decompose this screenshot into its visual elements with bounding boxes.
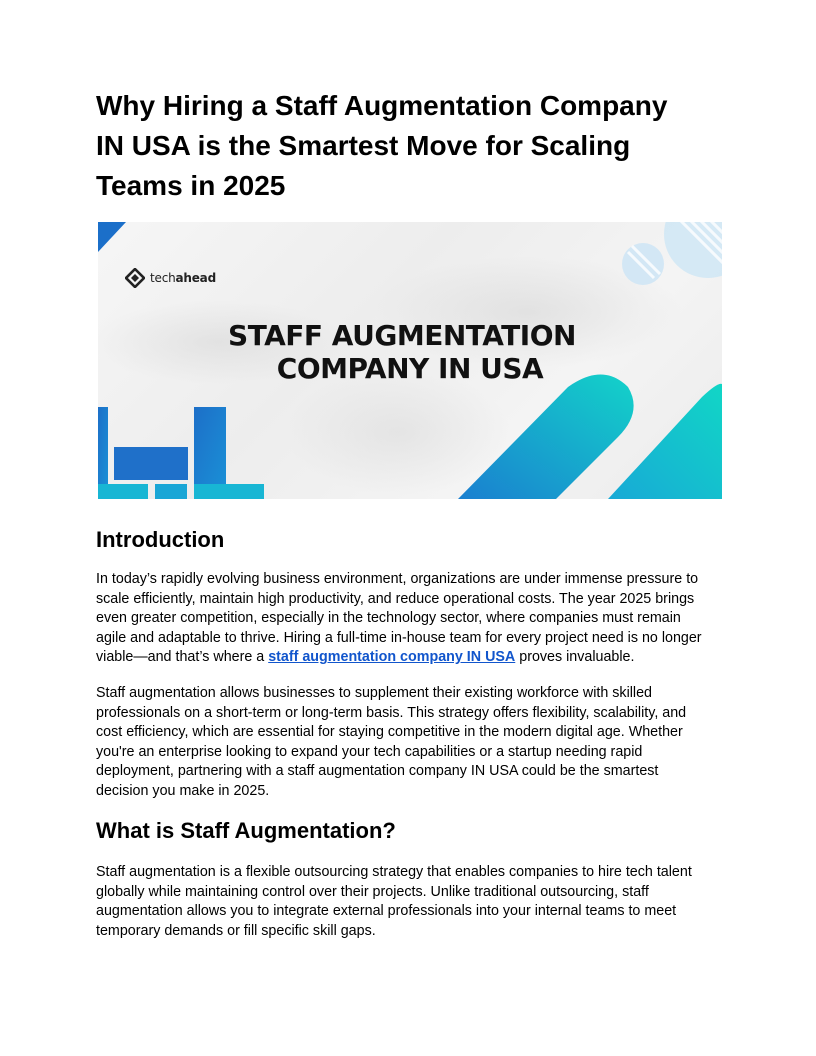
banner-heading-line: COMPANY IN USA (276, 352, 544, 385)
introduction-paragraph-2 (96, 684, 726, 802)
logo-text-bold: ahead (175, 271, 216, 285)
paragraph-line (96, 648, 726, 668)
title-line: Teams in 2025 (96, 170, 286, 201)
light-circle-shape (622, 243, 664, 285)
introduction-paragraph-1 (96, 570, 726, 668)
what-is-heading: What is Staff Augmentation? (96, 818, 396, 843)
techahead-logo-icon (125, 268, 145, 288)
paragraph-line: augmentation allows you to integrate external professionals into your internal teams to meet (96, 903, 677, 920)
paragraph-line: deployment, partnering with a staff augmentation company IN USA could be the smartest (96, 763, 659, 780)
title-line: IN USA is the Smartest Move for Scaling (96, 130, 631, 161)
block-shapes (98, 407, 264, 499)
rounded-stripe-shape (458, 375, 634, 500)
paragraph-line: Staff augmentation is a flexible outsourcing strategy that enables companies to hire tech talent (96, 864, 692, 880)
paragraph-line: temporary demands or fill specific skill gaps. (96, 922, 376, 939)
paragraph-line: decision you make in 2025. (96, 782, 270, 799)
link-prefix-text: viable—and that’s where a (96, 649, 269, 666)
paragraph-line: you're an enterprise looking to expand your tech capabilities or a startup needing rapid (96, 743, 643, 760)
banner-heading-line: STAFF AUGMENTATION (228, 319, 576, 352)
document-title (96, 86, 736, 206)
paragraph-line: In today’s rapidly evolving business environment, organizations are under immense pressure to (96, 571, 699, 587)
staff-augmentation-link[interactable]: staff augmentation company IN USA (268, 649, 516, 666)
paragraph-line: cost efficiency, which are essential for staying competitive in the modern digital age. Whether (96, 724, 683, 741)
techahead-logo (125, 268, 216, 288)
what-is-paragraph (96, 863, 726, 941)
paragraph-line: Staff augmentation allows businesses to supplement their existing workforce with skilled (96, 685, 653, 701)
paragraph-line: scale efficiently, maintain high productivity, and reduce operational costs. The year 2025 brings (96, 590, 695, 607)
logo-text-light: tech (150, 271, 176, 285)
paragraph-line: even greater competition, especially in the technology sector, where companies must remain (96, 610, 681, 627)
paragraph-line: professionals on a short-term or long-term basis. This strategy offers flexibility, scalability, and (96, 704, 687, 721)
hero-banner-image (98, 222, 722, 499)
banner-heading (98, 319, 722, 385)
title-line: Why Hiring a Staff Augmentation Company (96, 90, 668, 121)
corner-triangle-shape (98, 222, 126, 252)
introduction-heading: Introduction (96, 527, 225, 552)
light-circle-shape (664, 222, 722, 278)
link-suffix-text: proves invaluable. (515, 649, 635, 666)
paragraph-line: agile and adaptable to thrive. Hiring a full-time in-house team for every project need is no longer (96, 629, 702, 646)
paragraph-line: globally while maintaining control over their projects. Unlike traditional outsourcing, staff (96, 883, 649, 900)
